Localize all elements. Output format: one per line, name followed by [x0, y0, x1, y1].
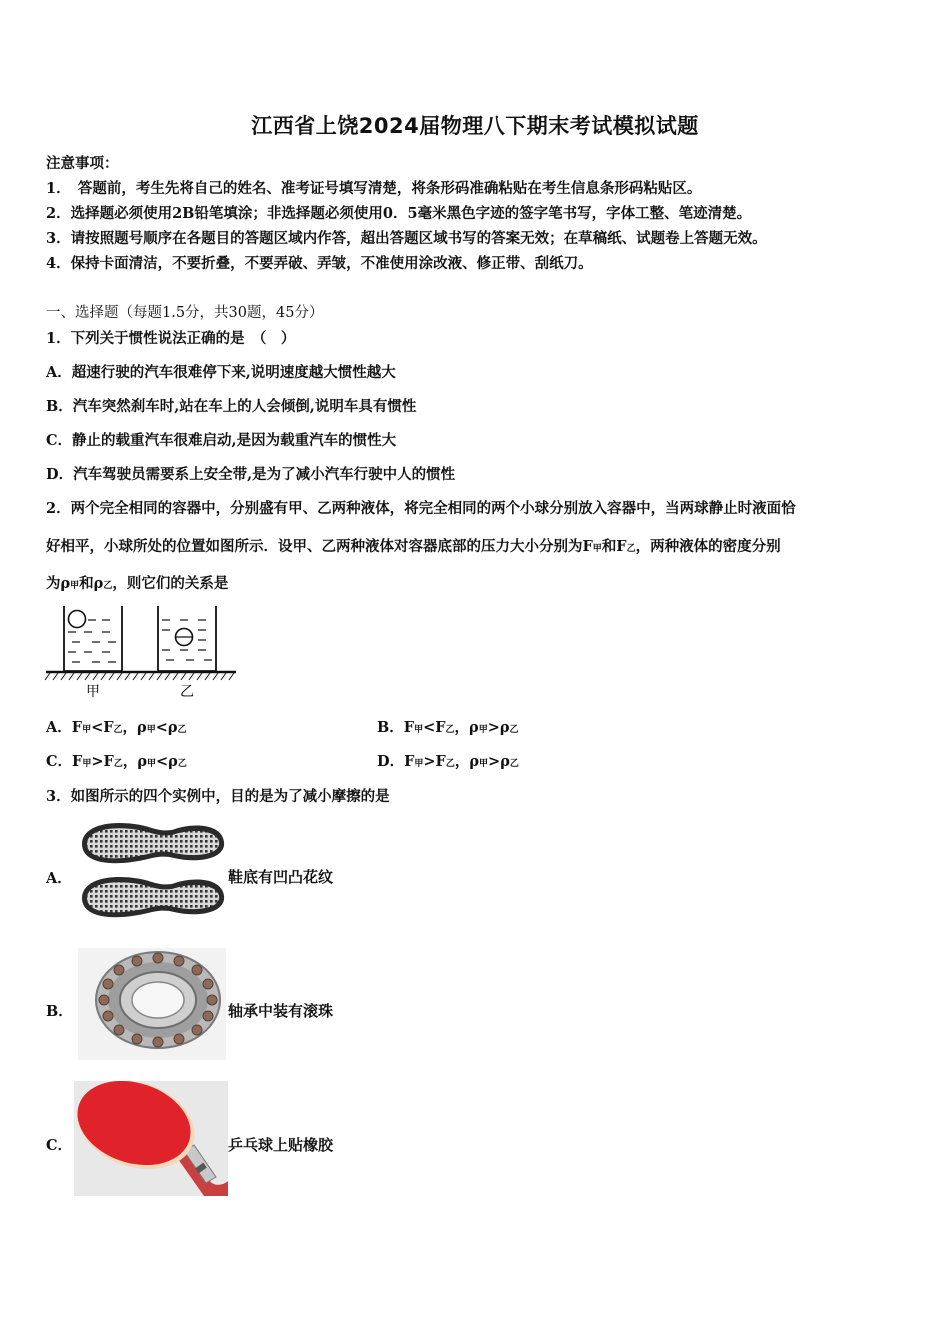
page-title: 江西省上饶2024届物理八下期末考试模拟试题 — [251, 114, 699, 138]
question-3-stem: 3．如图所示的四个实例中，目的是为了减小摩擦的是 — [46, 788, 390, 805]
container-jia — [64, 606, 122, 671]
question-3-option-a-text: 鞋底有凹凸花纹 — [228, 868, 334, 886]
question-2-option-c: C．F甲>F乙，ρ甲<ρ乙 — [46, 753, 187, 770]
question-2-option-d: D．F甲>F乙，ρ甲>ρ乙 — [377, 753, 519, 770]
question-2-stem-line: 2．两个完全相同的容器中，分别盛有甲、乙两种液体，将完全相同的两个小球分别放入容器中，当两球静止时液面恰 — [46, 500, 796, 517]
question-3-option-c-text: 乒乓球上贴橡胶 — [228, 1136, 334, 1154]
section-heading: 一、选择题（每题1.5分，共30题，45分） — [46, 305, 324, 321]
question-3-option-b-letter: B． — [46, 1003, 73, 1020]
question-2-option-a: A．F甲<F乙，ρ甲<ρ乙 — [46, 719, 187, 736]
notice-heading: 注意事项： — [46, 155, 119, 172]
notice-item: 1． 答题前，考生先将自己的姓名、准考证号填写清楚，将条形码准确粘贴在考生信息条形码粘贴区。 — [46, 180, 702, 197]
question-1-option-d: D．汽车驾驶员需要系上安全带,是为了减小汽车行驶中人的惯性 — [46, 466, 456, 483]
question-1-option-b: B．汽车突然刹车时,站在车上的人会倾倒,说明车具有惯性 — [46, 398, 417, 415]
notice-item: 4．保持卡面清洁，不要折叠，不要弄破、弄皱，不准使用涂改液、修正带、刮纸刀。 — [46, 255, 593, 272]
question-2-stem-line: 好相平，小球所处的位置如图所示．设甲、乙两种液体对容器底部的压力大小分别为F甲和F乙，两种液体的密度分别 — [46, 538, 781, 555]
ground-hatching — [45, 673, 234, 680]
container-yi — [158, 606, 216, 671]
notice-item: 2．选择题必须使用2B铅笔填涂；非选择题必须使用0．5毫米黑色字迹的签字笔书写，字体工整、笔迹清楚。 — [46, 205, 752, 222]
figure-label-jia: 甲 — [86, 684, 100, 700]
question-1-stem: 1．下列关于惯性说法正确的是 （ ） — [46, 330, 296, 347]
ball-jia — [69, 611, 86, 628]
ping-pong-paddle-icon — [74, 1081, 228, 1196]
containers-figure — [44, 604, 244, 702]
question-3-option-a-letter: A． — [46, 870, 72, 887]
question-2-option-b: B．F甲<F乙，ρ甲>ρ乙 — [377, 719, 519, 736]
figure-label-yi: 乙 — [180, 684, 194, 700]
question-3-option-c-letter: C． — [46, 1137, 73, 1154]
question-1-option-c: C．静止的载重汽车很难启动,是因为载重汽车的惯性大 — [46, 432, 397, 449]
ball-bearing-icon — [78, 948, 226, 1060]
question-3-option-b-text: 轴承中装有滚珠 — [228, 1002, 334, 1020]
notice-item: 3．请按照题号顺序在各题目的答题区域内作答，超出答题区域书写的答案无效；在草稿纸、试题卷上答题无效。 — [46, 230, 767, 247]
question-1-option-a: A．超速行驶的汽车很难停下来,说明速度越大惯性越大 — [46, 364, 396, 381]
question-2-stem-line: 为ρ甲和ρ乙，则它们的关系是 — [46, 575, 229, 592]
shoe-sole-icon — [74, 814, 228, 928]
